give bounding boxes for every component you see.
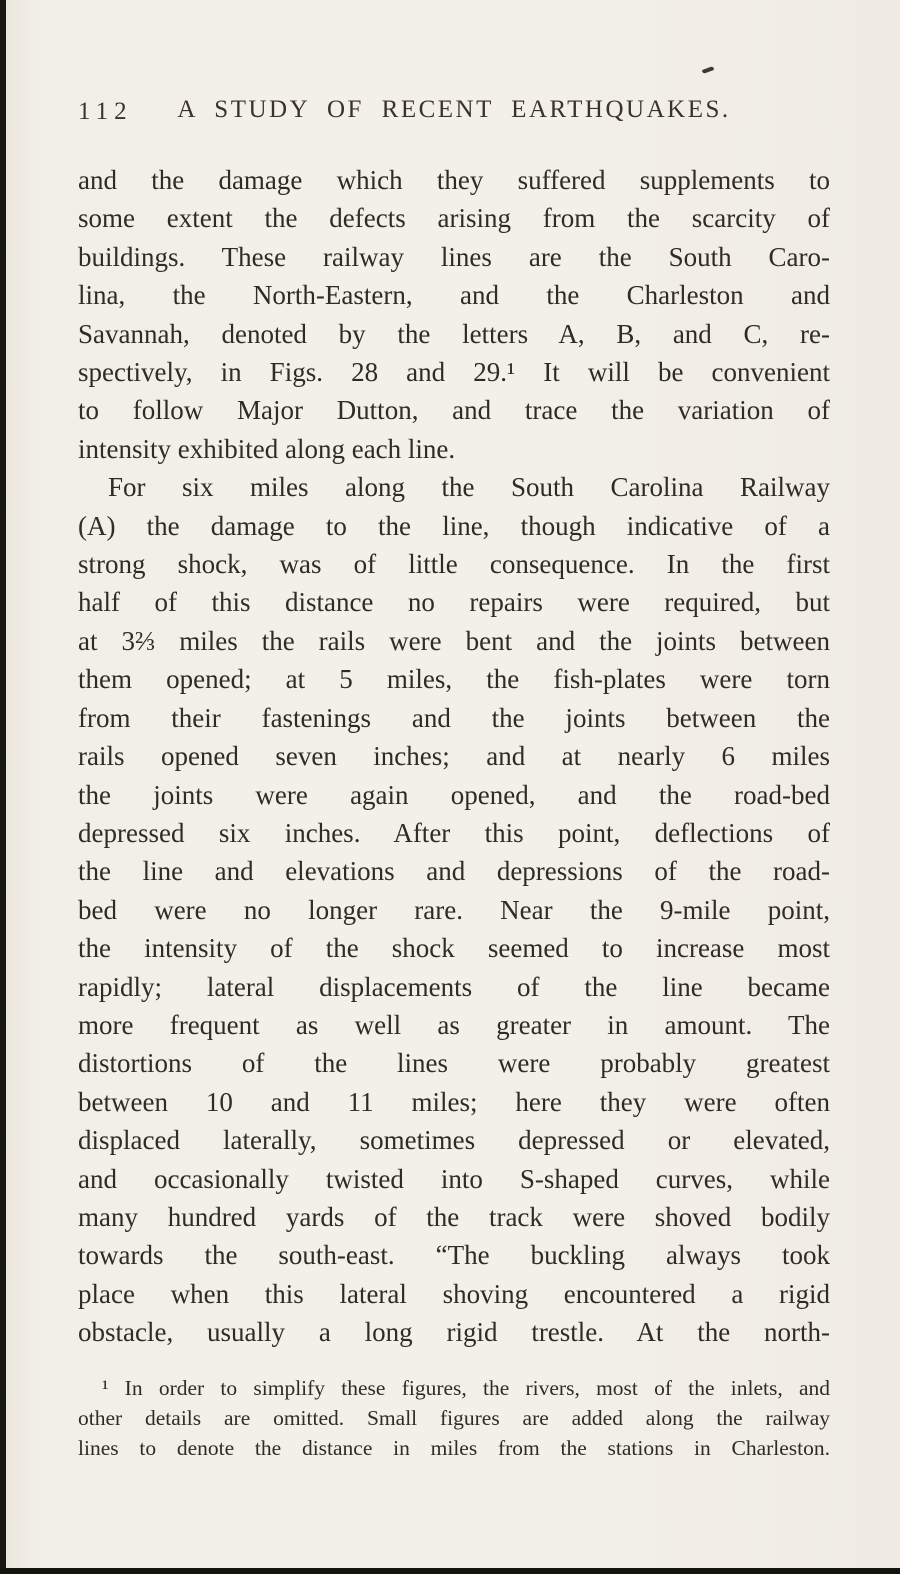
text-line: from their fastenings and the joints between the	[78, 702, 830, 733]
text-line: and the damage which they suffered supplements to	[78, 165, 830, 195]
text-line: to follow Major Dutton, and trace the variation of	[78, 395, 830, 426]
footnote-line: ¹ In order to simplify these figures, the rivers, most of the inlets, and	[102, 1376, 830, 1400]
text-line: rails opened seven inches; and at nearly 6 miles	[78, 741, 830, 772]
text-line: distortions of the lines were probably greatest	[78, 1048, 830, 1079]
text-line: more frequent as well as greater in amount. The	[78, 1009, 830, 1040]
text-line: displaced laterally, sometimes depressed or elevated,	[78, 1125, 830, 1156]
footnote-line: other details are omitted. Small figures are added along the railway	[78, 1406, 830, 1430]
text-line: intensity exhibited along each line.	[78, 433, 456, 464]
scan-edge-left	[0, 0, 6, 1574]
text-line: (A) the damage to the line, though indicative of a	[78, 510, 830, 541]
footnote-line: lines to denote the distance in miles from the stations in Charleston.	[78, 1436, 830, 1460]
text-line: lina, the North-Eastern, and the Charleston and	[78, 280, 830, 311]
text-line: place when this lateral shoving encountered a rigid	[78, 1278, 830, 1309]
text-line: spectively, in Figs. 28 and 29.¹ It will be convenient	[78, 357, 830, 388]
text-line: between 10 and 11 miles; here they were often	[78, 1086, 830, 1117]
running-title: A STUDY OF RECENT EARTHQUAKES.	[177, 96, 731, 123]
page-number: 112	[78, 98, 133, 125]
text-line: the intensity of the shock seemed to increase most	[78, 933, 830, 964]
text-line: the line and elevations and depressions of the road-	[78, 856, 830, 887]
text-line: strong shock, was of little consequence. In the first	[78, 549, 830, 580]
text-line: at 3⅔ miles the rails were bent and the joints between	[78, 625, 830, 656]
text-line: For six miles along the South Carolina Railway	[108, 472, 830, 503]
scan-artifact-mark	[702, 66, 715, 74]
text-line: half of this distance no repairs were required, but	[78, 587, 830, 618]
text-line: and occasionally twisted into S-shaped curves, while	[78, 1163, 830, 1194]
footnote	[78, 1373, 830, 1463]
text-line: the joints were again opened, and the road-bed	[78, 779, 830, 810]
paragraph-continued	[78, 161, 830, 468]
paragraph-south-carolina-railway	[78, 468, 830, 1351]
page-body	[78, 161, 830, 1352]
text-line: bed were no longer rare. Near the 9-mile point,	[78, 894, 830, 925]
running-header	[78, 96, 830, 130]
text-line: some extent the defects arising from the scarcity of	[78, 203, 830, 234]
text-line: rapidly; lateral displacements of the line became	[78, 971, 830, 1002]
text-line: obstacle, usually a long rigid trestle. At the north-	[78, 1317, 830, 1348]
scan-edge-bottom	[0, 1568, 900, 1574]
text-line: many hundred yards of the track were shoved bodily	[78, 1201, 830, 1232]
text-line: buildings. These railway lines are the South Caro-	[78, 241, 830, 272]
text-line: them opened; at 5 miles, the fish-plates were torn	[78, 664, 830, 695]
text-line: towards the south-east. “The buckling always took	[78, 1240, 830, 1271]
text-line: depressed six inches. After this point, deflections of	[78, 817, 830, 848]
text-line: Savannah, denoted by the letters A, B, and C, re-	[78, 318, 830, 349]
